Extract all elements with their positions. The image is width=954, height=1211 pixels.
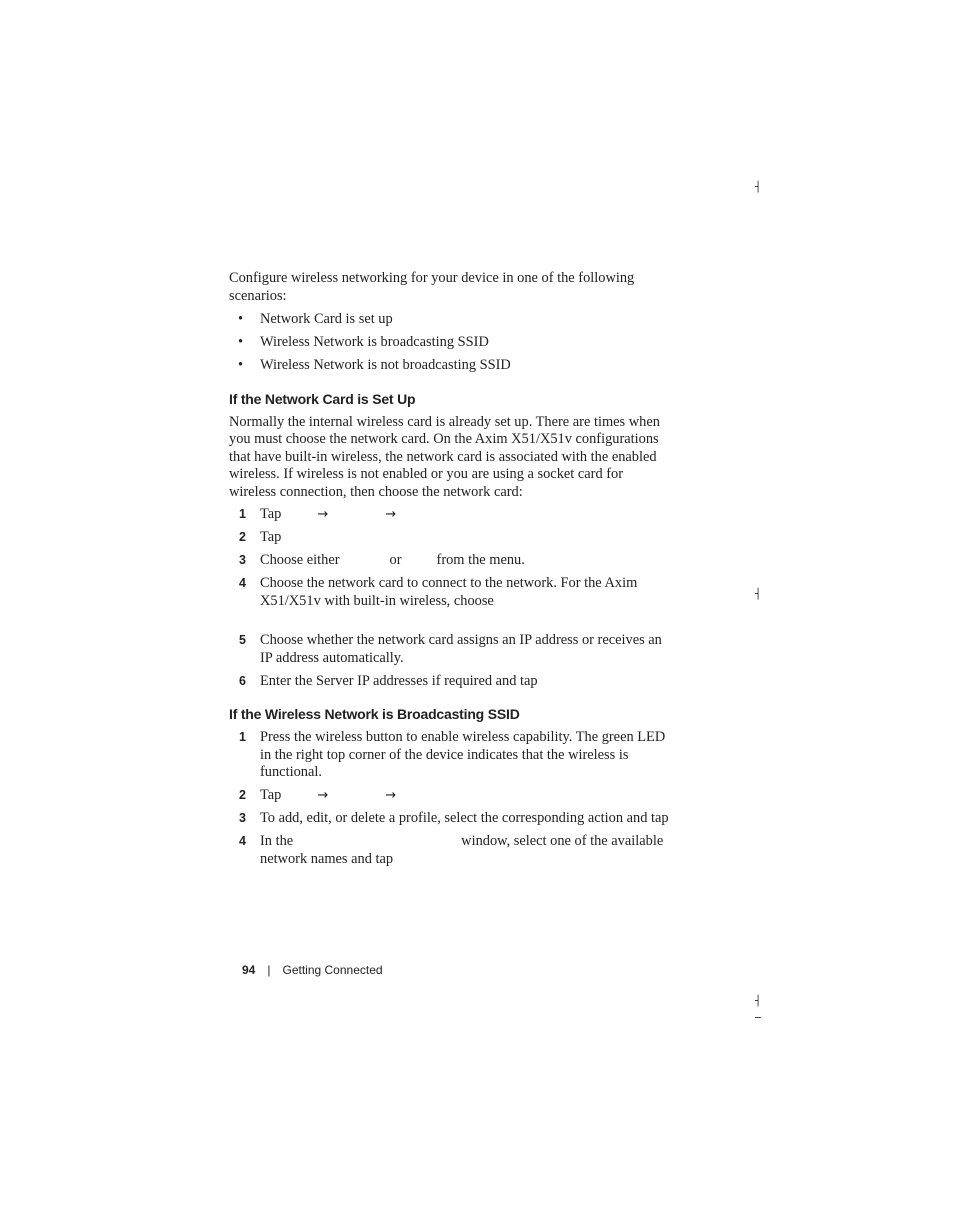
step-number: 2 (239, 788, 246, 802)
section-heading: If the Wireless Network is Broadcasting SSID (229, 706, 520, 722)
step-number: 4 (239, 576, 246, 590)
bullet-icon: • (238, 311, 244, 327)
chapter-title: Getting Connected (282, 963, 383, 977)
crop-mark: ┤ (755, 589, 762, 600)
step-number: 3 (239, 811, 246, 825)
crop-mark: ┤ (755, 996, 762, 1007)
step-number: 1 (239, 507, 246, 521)
step-number: 2 (239, 530, 246, 544)
list-item: 6 Enter the Server IP addresses if required and tap (239, 672, 538, 689)
section-heading: If the Network Card is Set Up (229, 390, 416, 407)
step-number: 3 (239, 553, 246, 567)
list-item: 1 Press the wireless button to enable wireless capability. The green LED in the right top corner of the device indicates that the wireless is functional. (239, 729, 666, 780)
list-item: • Wireless Network is not broadcasting SSID (238, 357, 511, 373)
list-item: 2 Tap → → (239, 787, 397, 803)
arrow-icon: → (317, 507, 329, 522)
bullet-icon: • (238, 357, 244, 373)
steps-list (229, 729, 669, 868)
steps-list (229, 506, 669, 690)
page-footer (242, 963, 383, 977)
list-item: • Wireless Network is broadcasting SSID (238, 334, 489, 350)
footer-separator: | (267, 963, 271, 977)
step-number: 4 (239, 834, 246, 848)
step-number: 5 (239, 633, 246, 647)
arrow-icon: → (317, 788, 329, 803)
list-item: 2 Tap (239, 529, 282, 545)
list-item: • Network Card is set up (238, 311, 393, 327)
list-item: 3 To add, edit, or delete a profile, select the corresponding action and tap (239, 810, 669, 826)
intro-paragraph: Configure wireless networking for your device in one of the following scenarios: (229, 270, 635, 304)
step-number: 6 (239, 673, 246, 688)
crop-mark: ─ (755, 1013, 762, 1024)
step-number: 1 (239, 730, 246, 744)
list-item: 3 Choose either or from the menu. (239, 552, 525, 568)
list-item: 5 Choose whether the network card assigns an IP address or receives an IP address automatically. (239, 632, 662, 666)
list-item: 4 In the window, select one of the available network names and tap (239, 833, 664, 867)
page-number: 94 (242, 963, 256, 977)
bullet-icon: • (238, 334, 244, 350)
page-content (229, 270, 669, 874)
scenario-list (229, 311, 669, 375)
list-item: 4 Choose the network card to connect to the network. For the Axim X51/X51v with built-in wireless, choose (239, 575, 638, 609)
crop-mark: ┤ (755, 182, 762, 193)
arrow-icon: → (385, 788, 397, 803)
list-item: 1 Tap → → (239, 506, 397, 522)
arrow-icon: → (385, 507, 397, 522)
section-paragraph: Normally the internal wireless card is already set up. There are times when you must choose the network card. On the Axim X51/X51v configurations that have built-in wireless, the network card is associated with the enabled wireless. If wireless is not enabled or you are using a socket card for wireless connection, then choose the network card: (229, 413, 660, 500)
